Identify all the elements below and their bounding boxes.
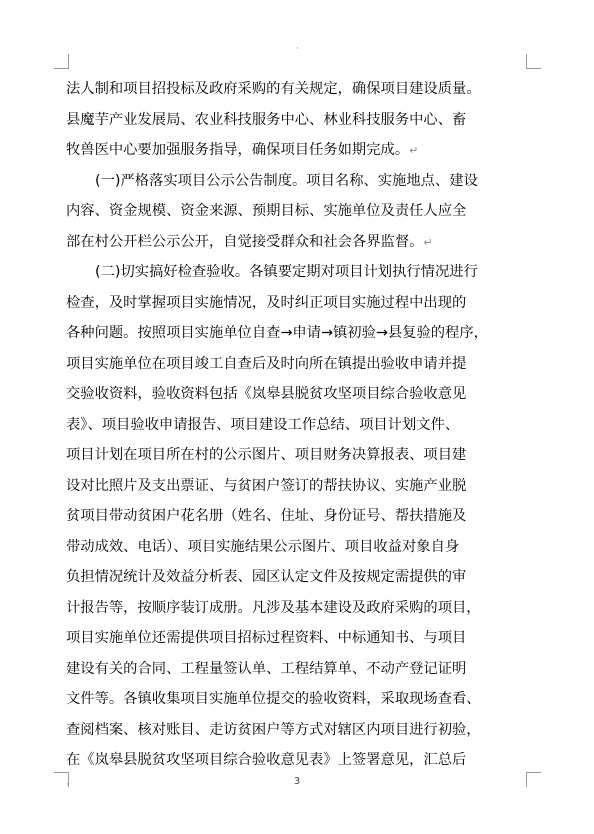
line-text: 表》、项目验收申请报告、项目建设工作总结、项目计划文件、 bbox=[66, 416, 460, 433]
text-line bbox=[66, 684, 530, 715]
text-line bbox=[66, 501, 530, 532]
line-text: (一)严格落实项目公示公告制度。项目名称、实施地点、建设 bbox=[95, 172, 478, 189]
line-text: 贫项目带动贫困户花名册（姓名、住址、身份证号、帮扶措施及 bbox=[66, 508, 467, 524]
text-line bbox=[66, 715, 530, 746]
text-line bbox=[66, 74, 530, 105]
text-line bbox=[66, 257, 530, 288]
text-line bbox=[66, 227, 530, 258]
line-text: 县魔芋产业发展局、农业科技服务中心、林业科技服务中心、畜 bbox=[66, 111, 467, 128]
text-line bbox=[66, 471, 530, 502]
line-text: 查阅档案、核对账目、走访贫困户等方式对辖区内项目进行初验， bbox=[66, 721, 481, 738]
crop-mark-top-right bbox=[526, 54, 541, 69]
text-line bbox=[66, 349, 530, 380]
crop-mark-top-left bbox=[54, 54, 69, 69]
header-paragraph-mark: · bbox=[296, 44, 299, 54]
text-line bbox=[66, 196, 530, 227]
line-text: 在《岚皋县脱贫攻坚项目综合验收意见表》上签署意见，汇总后 bbox=[66, 752, 467, 768]
paragraph-mark-icon: ↵ bbox=[423, 235, 433, 249]
document-body[interactable] bbox=[66, 74, 530, 776]
page-number: 3 bbox=[293, 776, 301, 787]
text-line bbox=[66, 623, 530, 654]
line-text: 设对比照片及支出票证、与贫困户签订的帮扶协议、实施产业脱 bbox=[66, 477, 467, 494]
text-line bbox=[66, 166, 530, 197]
text-line bbox=[66, 105, 530, 136]
paragraph-mark-icon: ↵ bbox=[409, 144, 419, 157]
line-text: 负担情况统计及效益分析表、园区认定文件及按规定需提供的审 bbox=[66, 569, 467, 585]
line-text: 项目实施单位还需提供项目招标过程资料、中标通知书、与项目 bbox=[66, 630, 467, 646]
line-text: 法人制和项目招投标及政府采购的有关规定，确保项目建设质量。 bbox=[66, 81, 481, 97]
line-text: 各种问题。按照项目实施单位自查→申请→镇初验→县复验的程序， bbox=[66, 325, 488, 341]
text-line bbox=[66, 654, 530, 685]
text-line bbox=[66, 532, 530, 563]
line-text: 检查，及时掌握项目实施情况，及时纠正项目实施过程中出现的 bbox=[66, 294, 467, 311]
line-text: 部在村公开栏公示公开，自觉接受群众和社会各界监督。 bbox=[66, 233, 424, 250]
line-text: 牧兽医中心要加强服务指导，确保项目任务如期完成。 bbox=[66, 142, 410, 158]
text-line bbox=[66, 379, 530, 410]
line-text: 文件等。各镇收集项目实施单位提交的验收资料，采取现场查看、 bbox=[66, 691, 481, 707]
text-line bbox=[66, 440, 530, 471]
footer-paragraph-mark: · bbox=[66, 780, 69, 790]
line-text: 内容、资金规模、资金来源、预期目标、实施单位及责任人应全 bbox=[66, 203, 467, 219]
line-text: 带动成效、电话）、项目实施结果公示图片、项目收益对象自身 bbox=[66, 538, 460, 555]
text-line bbox=[66, 288, 530, 319]
text-line bbox=[66, 410, 530, 441]
text-line bbox=[66, 562, 530, 593]
text-line bbox=[66, 593, 530, 624]
line-text: 计报告等，按顺序装订成册。凡涉及基本建设及政府采购的项目， bbox=[66, 599, 481, 616]
line-text: 项目计划在项目所在村的公示图片、项目财务决算报表、项目建 bbox=[66, 447, 467, 463]
text-line bbox=[66, 135, 530, 166]
text-line bbox=[66, 318, 530, 349]
line-text: 交验收资料，验收资料包括《岚皋县脱贫攻坚项目综合验收意见 bbox=[66, 386, 467, 402]
text-line bbox=[66, 745, 530, 776]
line-text: 项目实施单位在项目竣工自查后及时向所在镇提出验收申请并提 bbox=[66, 355, 467, 372]
line-text: 建设有关的合同、工程量签认单、工程结算单、不动产登记证明 bbox=[66, 660, 467, 677]
line-text: (二)切实搞好检查验收。各镇要定期对项目计划执行情况进行 bbox=[95, 264, 478, 280]
